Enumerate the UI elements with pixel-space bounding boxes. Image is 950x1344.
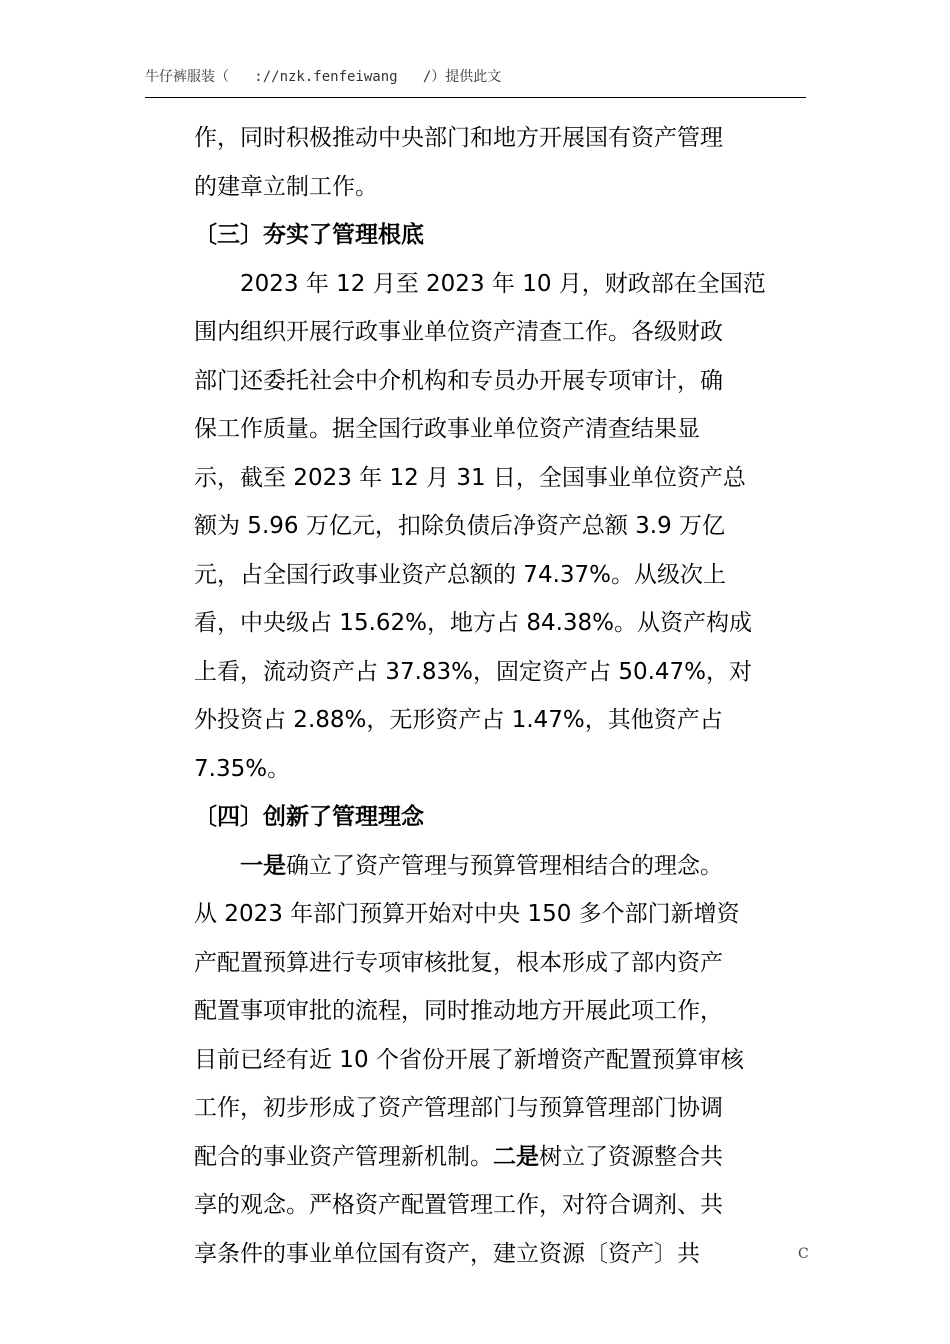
- text-line: 部门还委托社会中介机构和专员办开展专项审计，确: [194, 367, 723, 394]
- text-line: 看，中央级占 15.62%，地方占 84.38%。从资产构成: [194, 610, 753, 636]
- text-line: 的建章立制工作。: [194, 173, 378, 200]
- text-line: 作，同时积极推动中央部门和地方开展国有资产管理: [194, 125, 723, 151]
- text-span: 配合的事业资产管理新机制。: [194, 1143, 493, 1170]
- document-header: 牛仔裤服装（ ://nzk.fenfeiwang /）提供此文: [145, 69, 502, 85]
- text-span: 树立了资源整合共: [539, 1143, 723, 1170]
- text-line: 示，截至 2023 年 12 月 31 日，全国事业单位资产总: [194, 464, 746, 491]
- text-line: 7.35%。: [194, 755, 291, 782]
- emphasis-lead: 二是: [493, 1143, 539, 1170]
- text-line: [194, 1133, 754, 1182]
- text-line: 围内组织开展行政事业单位资产清查工作。各级财政: [194, 319, 723, 345]
- text-line: 工作，初步形成了资产管理部门与预算管理部门协调: [194, 1095, 723, 1121]
- text-line: 享条件的事业单位国有资产，建立资源〔资产〕共: [194, 1240, 700, 1267]
- text-line: 额为 5.96 万亿元，扣除负债后净资产总额 3.9 万亿: [194, 513, 726, 539]
- text-line: 保工作质量。据全国行政事业单位资产清查结果显: [194, 416, 700, 442]
- paragraph-asset-inventory: [194, 260, 766, 794]
- text-line: 上看，流动资产占 37.83%，固定资产占 50.47%，对: [194, 658, 753, 685]
- section-heading-3: 〔三〕夯实了管理根底: [194, 222, 424, 248]
- text-line: [194, 842, 754, 891]
- text-line: 配置事项审批的流程，同时推动地方开展此项工作，: [194, 998, 723, 1024]
- text-line: 从 2023 年部门预算开始对中央 150 多个部门新增资: [194, 901, 740, 927]
- text-line: 目前已经有近 10 个省份开展了新增资产配置预算审核: [194, 1046, 744, 1073]
- text-line: 产配置预算进行专项审核批复，根本形成了部内资产: [194, 949, 723, 976]
- document-body: [194, 114, 766, 1278]
- text-span: 确立了资产管理与预算管理相结合的理念。: [286, 852, 723, 879]
- paragraph-continued: [194, 114, 754, 211]
- emphasis-lead: 一是: [240, 852, 286, 879]
- text-line: 2023 年 12 月至 2023 年 10 月，财政部在全国范: [240, 270, 766, 297]
- section-heading-4: 〔四〕创新了管理理念: [194, 804, 424, 830]
- paragraph-management-concepts: [194, 842, 754, 1279]
- text-line: 外投资占 2.88%，无形资产占 1.47%，其他资产占: [194, 707, 723, 733]
- header-divider: [145, 97, 806, 98]
- text-line: 元，占全国行政事业资产总额的 74.37%。从级次上: [194, 561, 727, 588]
- text-line: 享的观念。严格资产配置管理工作，对符合调剂、共: [194, 1192, 723, 1218]
- page-number: C: [798, 1246, 809, 1262]
